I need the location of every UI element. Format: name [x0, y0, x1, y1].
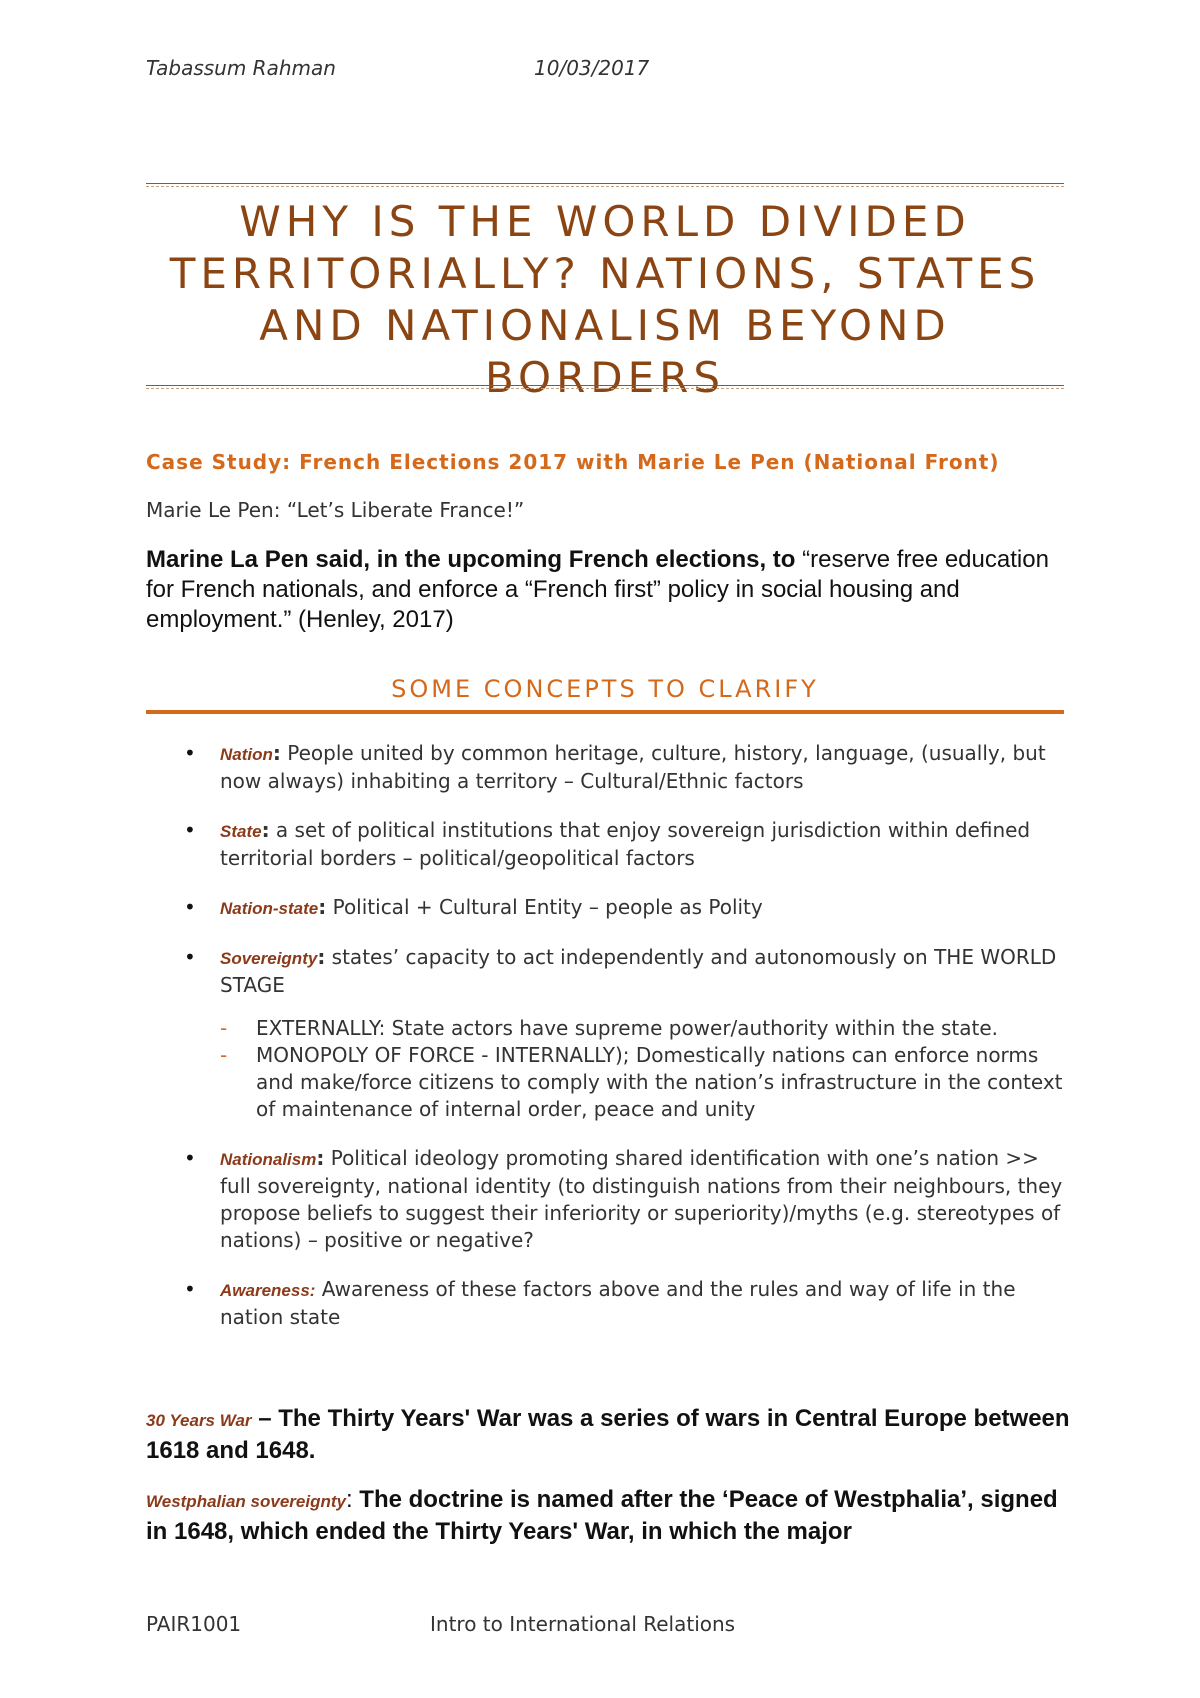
- list-item: [146, 817, 1066, 872]
- bullet-icon: •: [184, 818, 196, 842]
- dash-icon: -: [220, 1016, 228, 1040]
- page-header: [146, 56, 1100, 80]
- intro-bold: Marine La Pen said, in the upcoming French elections, to: [146, 546, 796, 573]
- page-footer: [146, 1612, 736, 1636]
- term-separator: :: [317, 945, 326, 969]
- sub-list-item: [220, 1015, 1066, 1042]
- author-name: Tabassum Rahman: [146, 56, 336, 80]
- concept-term: Sovereignty: [220, 949, 318, 968]
- bullet-icon: •: [184, 741, 196, 765]
- thirty-years-paragraph: [146, 1404, 1076, 1466]
- concept-text: Awareness of these factors above and the rules and way of life in the nation state: [220, 1277, 1016, 1329]
- concept-text: states’ capacity to act independently and autonomously on THE WORLD STAGE: [220, 945, 1057, 997]
- concept-term: State: [220, 822, 262, 841]
- concept-text: Political ideology promoting shared identification with one’s nation >> full sovereignty, national identity (to distinguish nations from their neighbours, they propose beliefs to suggest their inferiority or superiority)/myths (e.g. stereotypes of nations) – positive or negative?: [220, 1146, 1063, 1252]
- sub-text: EXTERNALLY: State actors have supreme power/authority within the state.: [256, 1016, 999, 1040]
- thirty-years-text: – The Thirty Years' War was a series of wars in Central Europe between 1618 and 1648.: [146, 1405, 1070, 1464]
- concept-term: Nationalism: [220, 1150, 317, 1169]
- list-item: [146, 1276, 1066, 1331]
- section-heading: SOME CONCEPTS TO CLARIFY: [391, 675, 819, 703]
- bullet-icon: •: [184, 1277, 196, 1301]
- list-item: [146, 1145, 1066, 1254]
- sub-list-item: [220, 1042, 1066, 1123]
- westphalian-separator: :: [345, 1486, 353, 1513]
- concept-text: People united by common heritage, culture, history, language, (usually, but now always) inhabiting a territory – Cultural/Ethnic factors: [220, 741, 1046, 793]
- list-item: [146, 894, 1066, 922]
- concept-term: Nation: [220, 745, 273, 764]
- sub-list: [220, 1015, 1066, 1123]
- list-item: [146, 944, 1066, 1123]
- title-rule-top: [146, 183, 1064, 184]
- bullet-icon: •: [184, 1146, 196, 1170]
- intro-paragraph: [146, 545, 1076, 635]
- section-rule: [146, 710, 1064, 714]
- document-title: WHY IS THE WORLD DIVIDED TERRITORIALLY? NATIONS, STATES AND NATIONALISM BEYOND BORDERS: [169, 197, 1041, 402]
- course-code: PAIR1001: [146, 1612, 242, 1636]
- concept-term: Nation-state: [220, 899, 319, 918]
- concept-term: Awareness:: [220, 1281, 316, 1300]
- westphalian-term: Westphalian sovereignty: [146, 1492, 346, 1511]
- course-name: Intro to International Relations: [430, 1612, 736, 1636]
- concept-text: a set of political institutions that enjoy sovereign jurisdiction within defined territorial borders – political/geopolitical factors: [220, 818, 1031, 870]
- intro-rest: “reserve free education for French nationals, and enforce a “French first” policy in social housing and employment.” (Henley, 2017): [146, 546, 1049, 633]
- bullet-icon: •: [184, 895, 196, 919]
- concept-list: [146, 740, 1066, 1353]
- concept-text: Political + Cultural Entity – people as Polity: [326, 895, 763, 919]
- title-rule-bottom: [146, 385, 1064, 386]
- term-separator: :: [261, 818, 270, 842]
- westphalian-paragraph: [146, 1485, 1076, 1547]
- case-study-heading: Case Study: French Elections 2017 with Marie Le Pen (National Front): [146, 450, 1000, 474]
- term-separator: :: [272, 741, 281, 765]
- quote-line: Marie Le Pen: “Let’s Liberate France!”: [146, 498, 525, 522]
- westphalian-text: The doctrine is named after the ‘Peace of Westphalia’, signed in 1648, which ended the Thirty Years' War, in which the major: [146, 1486, 1058, 1545]
- term-separator: :: [318, 895, 327, 919]
- sub-text: MONOPOLY OF FORCE - INTERNALLY); Domestically nations can enforce norms and make/force citizens to comply with the nation’s infrastructure in the context of maintenance of internal order, peace and unity: [256, 1043, 1063, 1121]
- header-date: 10/03/2017: [534, 56, 650, 80]
- bullet-icon: •: [184, 945, 196, 969]
- dash-icon: -: [220, 1043, 228, 1067]
- thirty-years-term: 30 Years War: [146, 1411, 252, 1430]
- term-separator: :: [316, 1146, 325, 1170]
- list-item: [146, 740, 1066, 795]
